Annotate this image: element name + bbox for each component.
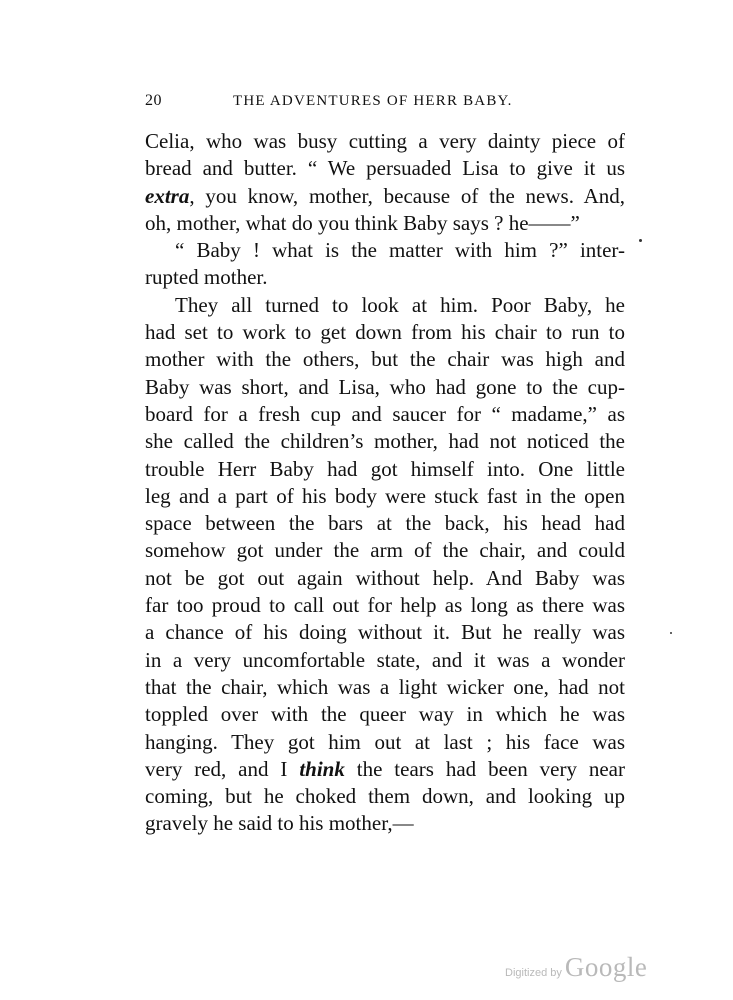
watermark-google-logo: Google <box>564 952 648 982</box>
text-segment: far too proud to call out for help as long as there was <box>145 593 625 618</box>
text-line <box>145 810 625 837</box>
text-line <box>145 428 625 455</box>
text-segment: trouble Herr Baby had got himself into. One little <box>145 456 625 481</box>
text-line <box>145 346 625 373</box>
text-line <box>145 210 625 237</box>
google-digitized-watermark <box>505 952 647 988</box>
stray-ink-mark <box>670 632 672 634</box>
text-segment: coming, but he choked them down, and looking up <box>145 784 625 809</box>
text-line <box>145 619 625 646</box>
page-number: 20 <box>145 92 162 109</box>
text-line <box>145 264 625 291</box>
text-line <box>145 319 625 346</box>
text-segment: toppled over with the queer way in which he was <box>145 702 625 727</box>
running-title: THE ADVENTURES OF HERR BABY. <box>233 93 513 109</box>
text-segment: hanging. They got him out at last ; his face was <box>145 729 625 754</box>
text-segment: Celia, who was busy cutting a very dainty piece of <box>145 129 625 153</box>
text-line <box>145 483 625 510</box>
text-segment: leg and a part of his body were stuck fast in the open <box>145 483 625 508</box>
text-line <box>145 128 625 155</box>
text-line <box>145 783 625 810</box>
text-segment: the tears had been very near <box>344 756 625 781</box>
text-segment: she called the children’s mother, had not noticed the <box>145 429 625 454</box>
text-line <box>145 565 625 592</box>
text-segment: gravely he said to his mother,— <box>145 811 414 836</box>
text-segment: mother with the others, but the chair was high and <box>145 347 625 372</box>
running-head <box>145 92 625 116</box>
text-line <box>145 729 625 756</box>
text-line <box>145 592 625 619</box>
text-segment: very red, and I <box>145 756 300 781</box>
text-segment: that the chair, which was a light wicker one, had not <box>145 674 625 699</box>
text-line <box>145 401 625 428</box>
text-line <box>145 183 625 210</box>
text-segment: space between the bars at the back, his head had <box>145 511 625 536</box>
emphasized-word: think <box>299 756 345 781</box>
watermark-digitized-text: Digitized by <box>505 967 562 979</box>
text-segment: bread and butter. “ We persuaded Lisa to give it us <box>145 156 625 181</box>
text-segment: not be got out again without help. And Baby was <box>145 565 625 590</box>
text-line <box>145 456 625 483</box>
text-line <box>145 647 625 674</box>
text-segment: board for a fresh cup and saucer for “ madame,” as <box>145 401 625 426</box>
text-line <box>145 510 625 537</box>
text-line <box>145 537 625 564</box>
text-segment: “ Baby ! what is the matter with him ?” inter- <box>175 238 625 263</box>
text-line <box>145 237 625 264</box>
text-line <box>145 756 625 783</box>
text-line <box>145 701 625 728</box>
body-text <box>145 128 625 838</box>
emphasized-word: extra <box>145 183 190 208</box>
text-segment: rupted mother. <box>145 265 268 290</box>
text-segment: Baby was short, and Lisa, who had gone to the cup- <box>145 374 625 399</box>
text-line <box>145 155 625 182</box>
text-line <box>145 292 625 319</box>
text-segment: somehow got under the arm of the chair, and could <box>145 538 625 563</box>
text-segment: , you know, mother, because of the news. And, <box>189 183 625 208</box>
text-segment: They all turned to look at him. Poor Baby, he <box>175 292 625 317</box>
text-line <box>145 374 625 401</box>
text-line <box>145 674 625 701</box>
text-segment: oh, mother, what do you think Baby says ? he——” <box>145 210 580 235</box>
text-segment: a chance of his doing without it. But he really was <box>145 620 625 645</box>
stray-ink-mark <box>639 239 642 242</box>
text-segment: in a very uncomfortable state, and it was a wonder <box>145 647 625 672</box>
text-segment: had set to work to get down from his chair to run to <box>145 320 625 345</box>
